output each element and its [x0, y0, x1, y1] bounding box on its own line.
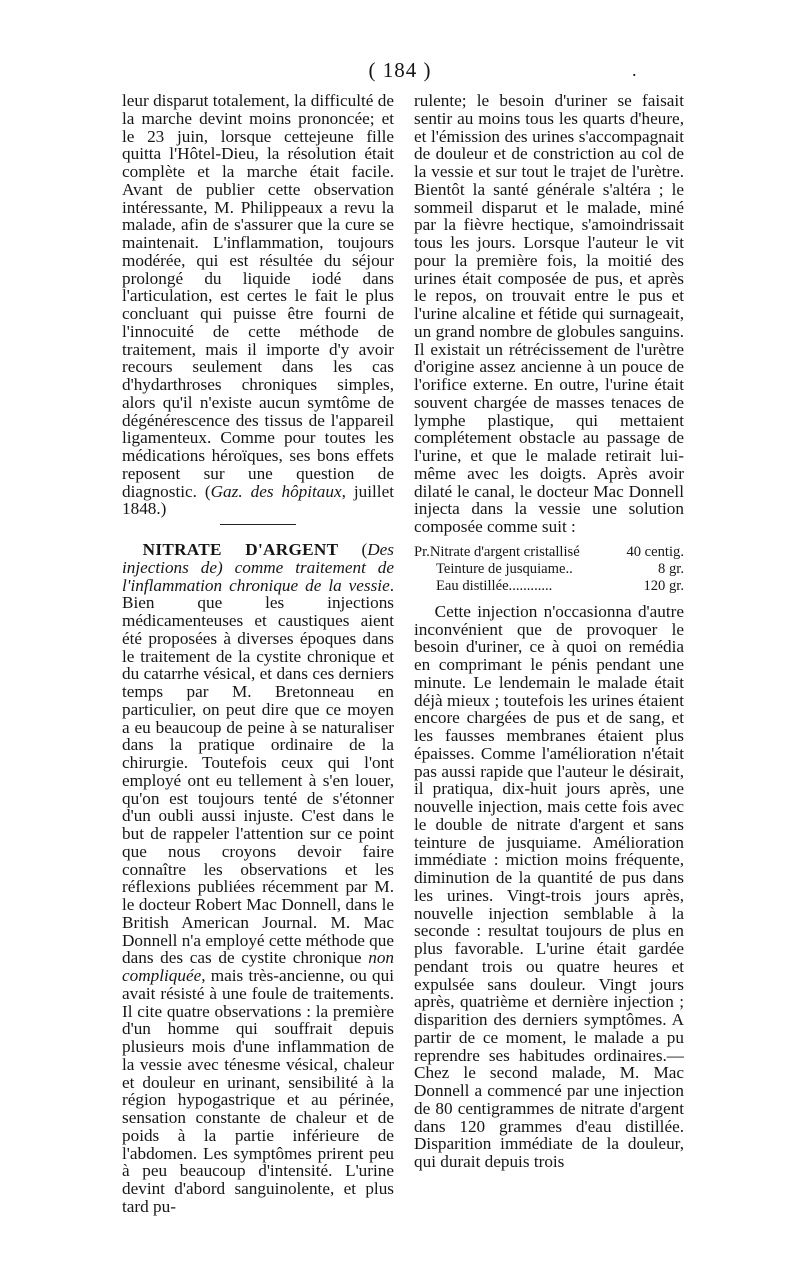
prescription-quantity: 40 centig. — [626, 543, 684, 560]
prescription-quantity: 8 gr. — [658, 560, 684, 577]
right-column — [414, 92, 684, 1171]
left-column — [122, 92, 394, 1216]
prescription-row — [414, 561, 684, 578]
page-mark: . — [632, 60, 637, 80]
paragraph: leur disparut totalement, la difficulté de la marche devint moins prononcée; et le 23 juin, lorsque cettejeune fille quitta l'Hôtel-Dieu, la résolution était complète et la marche était facile. Avant de publier cette observation intéressante, M. Philippeaux a revu la malade, afin de s'assurer que la cure se maintenait. L'inflammation, toujours modérée, qui est résultée du séjour prolongé du liquide iodé dans l'articulation, est certes le fait le plus concluant qui puisse être fourni de l'innocuité de cette méthode de traitement, mais il importe d'y avoir recours seulement dans les cas d'hydarthroses chroniques simples, alors qu'il n'existe aucun symtôme de dégénérescence des tissus de l'appareil ligamenteux. Comme pour toutes les médications héroïques, ses bons effets reposent sur une question de diagnostic. (Gaz. des hôpitaux, juillet 1848.) — [122, 91, 394, 519]
prescription-row — [414, 578, 684, 595]
prescription-quantity: 120 gr. — [643, 577, 684, 594]
prescription-ingredient: Teinture de jusquiame.. — [436, 560, 573, 577]
prescription-table — [414, 544, 684, 595]
prescription-ingredient: Pr.Nitrate d'argent cristallisé — [414, 543, 580, 560]
article-title: NITRATE D'ARGENT — [142, 540, 339, 559]
article-subtitle: Des injections de) comme traitement de l'inflammation chronique de la vessie — [122, 540, 394, 595]
prescription-ingredient: Eau distillée............ — [436, 577, 553, 594]
journal-citation: Gaz. des hôpitaux — [210, 481, 342, 501]
article-paragraph: NITRATE D'ARGENT (Des injections de) comme traitement de l'inflammation chronique de la vessie. Bien que les injections médicamenteuses et caustiques aient été proposées à diverses époques dans le traitement de la cystite chronique et du catarrhe vésical, et dans ces derniers temps par M. Bretonneau en particulier, on peut dire que ce moyen a eu beaucoup de peine à se naturaliser dans la pratique ordinaire de la chirurgie. Toutefois ceux qui l'ont employé ont eu tellement à s'en louer, qu'on est toujours tenté de s'étonner d'un oubli aussi injuste. C'est dans le but de rappeler l'attention sur ce point que nous croyons devoir faire connaître les observations et les réflexions publiées récemment par M. le docteur Robert Mac Donnell, dans le British American Journal. M. Mac Donnell n'a employé cette méthode que dans des cas de cystite chronique non compliquée, mais très-ancienne, ou qui avait résisté à une foule de traitements. Il cite quatre observations : la première d'un homme qui souffrait depuis plusieurs mois d'une inflammation de la vessie avec ténesme vésical, chaleur et douleur en urinant, sensibilité à la région hypogastrique et au périnée, sensation constante de chaleur et de poids à la partie inférieure de l'abdomen. Les symptômes prirent peu à peu beaucoup d'intensité. L'urine devint d'abord sanguinolente, et plus tard pu- — [122, 540, 394, 1216]
section-divider — [220, 524, 296, 525]
page-number: ( 184 ) — [368, 58, 432, 82]
paragraph: Cette injection n'occasionna d'autre inconvénient que de provoquer le besoin d'uriner, ce à quoi on remédia en comprimant le pénis pendant une minute. Le lendemain le malade était déjà mieux ; toutefois les urines étaient encore chargées de pus et de sang, et les fausses membranes étaient plus épaisses. Comme l'amélioration n'était pas aussi rapide que l'auteur le désirait, il pratiqua, dix-huit jours après, une nouvelle injection, mais cette fois avec le double de nitrate d'argent et sans teinture de jusquiame. Amélioration immédiate : miction moins fréquente, diminution de la quantité de pus dans les urines. Vingt-trois jours après, nouvelle injection semblable à la seconde : resultat toujours de plus en plus favorable. L'urine était gardée pendant trois ou quatre heures et expulsée sans douleur. Vingt jours après, quatrième et dernière injection ; disparition des derniers symptômes. A partir de ce moment, le malade a pu reprendre ses habitudes ordinaires.—Chez le second malade, M. Mac Donnell a commencé par une injection de 80 centigrammes de nitrate d'argent dans 120 grammes d'eau distillée. Disparition immédiate de la douleur, qui durait depuis trois — [414, 601, 684, 1171]
italic-phrase: non compliquée, — [122, 948, 394, 985]
prescription-row — [414, 544, 684, 561]
paragraph: rulente; le besoin d'uriner se faisait sentir au moins tous les quarts d'heure, et l'émission des urines s'accompagnait de douleur et de constriction au col de la vessie et sur tout le trajet de l'urètre. Bientôt la santé générale s'altéra ; le sommeil disparut et le malade, miné par la fièvre hectique, s'amoindrissait tous les jours. Lorsque l'auteur le vit pour la première fois, la moitié des urines était composée de pus, et après le repos, on trouvait entre le pus et l'urine alcaline et fétide qui surnageait, un grand nombre de globules sanguins. Il existait un rétrécissement de l'urètre d'origine assez ancienne à un pouce de l'orifice externe. En outre, l'urine était souvent chargée de masses tenaces de lymphe plastique, qui mettaient complétement obstacle au passage de l'urine, et que le malade retirait lui-même avec les doigts. Après avoir dilaté le canal, le docteur Mac Donnell injecta dans la vessie une solution composée comme suit : — [414, 91, 684, 536]
